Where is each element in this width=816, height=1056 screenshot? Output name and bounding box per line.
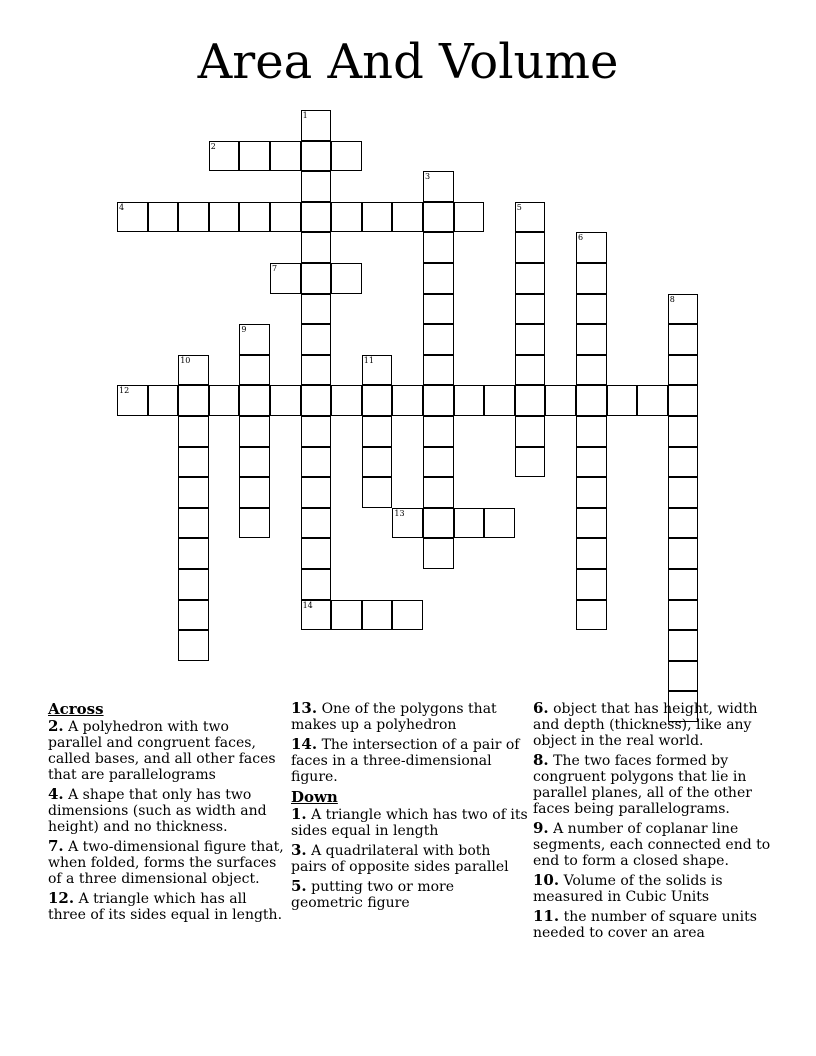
grid-cell[interactable]	[668, 385, 699, 416]
grid-cell[interactable]	[117, 202, 148, 233]
clue-number: 9.	[533, 819, 549, 837]
grid-cell[interactable]	[178, 630, 209, 661]
grid-cell[interactable]	[423, 508, 454, 539]
grid-cell[interactable]	[362, 447, 393, 478]
down-heading: Down	[291, 788, 338, 806]
clue-number-label: 14	[302, 600, 313, 610]
grid-cell[interactable]	[423, 447, 454, 478]
clue-number-label: 6	[578, 233, 584, 243]
grid-cell[interactable]	[668, 600, 699, 631]
grid-cell[interactable]	[515, 263, 546, 294]
grid-cell[interactable]	[209, 385, 240, 416]
grid-cell[interactable]	[362, 416, 393, 447]
clue-number: 8.	[533, 751, 549, 769]
grid-cell[interactable]	[362, 385, 393, 416]
clue-number-label: 5	[516, 202, 522, 212]
grid-cell[interactable]	[515, 324, 546, 355]
clue-number: 4.	[48, 785, 64, 803]
grid-cell[interactable]	[668, 477, 699, 508]
grid-cell[interactable]	[392, 385, 423, 416]
clue-number: 1.	[291, 805, 307, 823]
grid-cell[interactable]	[576, 324, 607, 355]
grid-cell[interactable]	[576, 263, 607, 294]
grid-cell[interactable]	[423, 324, 454, 355]
clue-text: A triangle which has two of its sides equal in length	[291, 807, 528, 839]
grid-cell[interactable]	[515, 232, 546, 263]
clue-number-label: 11	[363, 355, 374, 365]
clue-number: 7.	[48, 837, 64, 855]
grid-cell[interactable]	[515, 385, 546, 416]
clue-text: A triangle which has all three of its sides equal in length.	[48, 891, 283, 923]
grid-cell[interactable]	[576, 416, 607, 447]
down-clue-10	[533, 872, 771, 905]
clue-number: 2.	[48, 717, 64, 735]
grid-cell[interactable]	[239, 324, 270, 355]
clue-column-3	[533, 700, 771, 944]
grid-cell[interactable]	[668, 661, 699, 692]
clue-list	[48, 700, 778, 950]
clue-number-label: 4	[119, 202, 125, 212]
across-clue-13	[291, 700, 529, 733]
grid-cell[interactable]	[576, 232, 607, 263]
grid-cell[interactable]	[148, 202, 179, 233]
clue-number: 11.	[533, 907, 560, 925]
grid-cell[interactable]	[392, 202, 423, 233]
grid-cell[interactable]	[423, 385, 454, 416]
grid-cell[interactable]	[301, 416, 332, 447]
grid-cell[interactable]	[515, 416, 546, 447]
grid-cell[interactable]	[576, 508, 607, 539]
grid-cell[interactable]	[178, 538, 209, 569]
grid-cell[interactable]	[301, 294, 332, 325]
grid-cell[interactable]	[423, 263, 454, 294]
grid-cell[interactable]	[668, 447, 699, 478]
grid-cell[interactable]	[178, 202, 209, 233]
grid-cell[interactable]	[239, 447, 270, 478]
grid-cell[interactable]	[239, 202, 270, 233]
grid-cell[interactable]	[607, 385, 638, 416]
clue-text: the number of square units needed to cover an area	[533, 909, 757, 941]
grid-cell[interactable]	[362, 600, 393, 631]
across-clue-12	[48, 890, 286, 923]
clue-number-label: 2	[210, 141, 216, 151]
down-clue-5	[291, 878, 529, 911]
grid-cell[interactable]	[209, 202, 240, 233]
grid-cell[interactable]	[301, 141, 332, 172]
grid-cell[interactable]	[484, 385, 515, 416]
grid-cell[interactable]	[668, 324, 699, 355]
across-clue-4	[48, 786, 286, 835]
grid-cell[interactable]	[576, 447, 607, 478]
down-clue-8	[533, 752, 771, 817]
grid-cell[interactable]	[331, 600, 362, 631]
grid-cell[interactable]	[301, 202, 332, 233]
grid-cell[interactable]	[423, 171, 454, 202]
grid-cell[interactable]	[178, 600, 209, 631]
down-clue-9	[533, 820, 771, 869]
grid-cell[interactable]	[178, 385, 209, 416]
grid-cell[interactable]	[423, 232, 454, 263]
grid-cell[interactable]	[668, 538, 699, 569]
grid-cell[interactable]	[239, 355, 270, 386]
grid-cell[interactable]	[301, 569, 332, 600]
grid-cell[interactable]	[668, 416, 699, 447]
grid-cell[interactable]	[668, 630, 699, 661]
grid-cell[interactable]	[576, 385, 607, 416]
grid-cell[interactable]	[423, 416, 454, 447]
clue-number-label: 1	[302, 111, 308, 120]
grid-cell[interactable]	[301, 263, 332, 294]
clue-text: The two faces formed by congruent polygons that lie in parallel planes, all of the other faces being parallelograms.	[533, 753, 752, 817]
grid-cell[interactable]	[515, 294, 546, 325]
grid-cell[interactable]	[331, 385, 362, 416]
clue-text: Volume of the solids is measured in Cubic Units	[533, 873, 723, 905]
clue-text: One of the polygons that makes up a polyhedron	[291, 701, 497, 733]
clue-text: A number of coplanar line segments, each connected end to end to form a closed shape.	[533, 821, 771, 869]
grid-cell[interactable]	[576, 294, 607, 325]
grid-cell[interactable]	[515, 355, 546, 386]
grid-cell[interactable]	[576, 538, 607, 569]
grid-cell[interactable]	[331, 141, 362, 172]
grid-cell[interactable]	[270, 263, 301, 294]
grid-cell[interactable]	[668, 294, 699, 325]
grid-cell[interactable]	[270, 141, 301, 172]
grid-cell[interactable]	[178, 416, 209, 447]
grid-cell[interactable]	[392, 600, 423, 631]
grid-cell[interactable]	[637, 385, 668, 416]
puzzle-title: Area And Volume	[197, 34, 619, 90]
grid-cell[interactable]	[178, 477, 209, 508]
grid-cell[interactable]	[331, 202, 362, 233]
grid-cell[interactable]	[178, 569, 209, 600]
clue-number: 14.	[291, 735, 318, 753]
clue-text: A shape that only has two dimensions (such as width and height) and no thickness.	[48, 787, 267, 835]
grid-cell[interactable]	[362, 202, 393, 233]
clue-number-label: 12	[119, 386, 130, 396]
grid-cell[interactable]	[178, 355, 209, 386]
grid-cell[interactable]	[239, 141, 270, 172]
clue-number: 5.	[291, 877, 307, 895]
grid-cell[interactable]	[668, 508, 699, 539]
grid-cell[interactable]	[270, 385, 301, 416]
clue-text: A polyhedron with two parallel and congruent faces, called bases, and all other faces that are parallelograms	[48, 719, 276, 783]
across-clue-2	[48, 718, 286, 783]
clue-number: 3.	[291, 841, 307, 859]
down-clue-11	[533, 908, 771, 941]
grid-cell[interactable]	[239, 477, 270, 508]
grid-cell[interactable]	[117, 385, 148, 416]
clue-number-label: 10	[180, 355, 191, 365]
grid-cell[interactable]	[239, 508, 270, 539]
clue-number: 10.	[533, 871, 560, 889]
grid-cell[interactable]	[515, 447, 546, 478]
down-clue-1	[291, 806, 529, 839]
grid-cell[interactable]	[576, 600, 607, 631]
clue-number: 6.	[533, 699, 549, 717]
grid-cell[interactable]	[454, 385, 485, 416]
clue-number: 13.	[291, 699, 318, 717]
clue-text: A two-dimensional figure that, when folded, forms the surfaces of a three dimensional object.	[48, 839, 284, 887]
grid-cell[interactable]	[576, 477, 607, 508]
clue-number-label: 7	[272, 264, 278, 273]
grid-cell[interactable]	[301, 385, 332, 416]
down-clue-3	[291, 842, 529, 875]
grid-cell[interactable]	[454, 508, 485, 539]
grid-cell[interactable]	[576, 355, 607, 386]
grid-cell[interactable]	[668, 355, 699, 386]
clue-column-2	[291, 700, 529, 914]
grid-cell[interactable]	[148, 385, 179, 416]
clue-text: putting two or more geometric figure	[291, 879, 455, 911]
clue-column-1	[48, 700, 286, 926]
grid-cell[interactable]	[668, 569, 699, 600]
grid-cell[interactable]	[423, 538, 454, 569]
clue-text: A quadrilateral with both pairs of opposite sides parallel	[291, 843, 509, 875]
grid-cell[interactable]	[301, 508, 332, 539]
clue-number: 12.	[48, 889, 75, 907]
grid-cell[interactable]	[239, 385, 270, 416]
grid-cell[interactable]	[301, 171, 332, 202]
grid-cell[interactable]	[423, 294, 454, 325]
grid-cell[interactable]	[301, 538, 332, 569]
grid-cell[interactable]	[423, 477, 454, 508]
clue-text: The intersection of a pair of faces in a three-dimensional figure.	[291, 737, 520, 785]
clue-number-label: 13	[394, 508, 405, 518]
grid-cell[interactable]	[331, 263, 362, 294]
clue-text: object that has height, width and depth (thickness), like any object in the real world.	[533, 701, 758, 749]
grid-cell[interactable]	[301, 600, 332, 631]
grid-cell[interactable]	[239, 416, 270, 447]
grid-cell[interactable]	[301, 477, 332, 508]
down-clue-6	[533, 700, 771, 749]
grid-cell[interactable]	[454, 202, 485, 233]
grid-cell[interactable]	[301, 355, 332, 386]
grid-cell[interactable]	[178, 447, 209, 478]
grid-cell[interactable]	[545, 385, 576, 416]
grid-cell[interactable]	[301, 110, 332, 141]
grid-cell[interactable]	[270, 202, 301, 233]
grid-cell[interactable]	[484, 508, 515, 539]
grid-cell[interactable]	[392, 508, 423, 539]
clue-number-label: 3	[425, 172, 431, 182]
clue-number-label: 9	[241, 325, 247, 335]
grid-cell[interactable]	[301, 447, 332, 478]
across-clue-7	[48, 838, 286, 887]
grid-cell[interactable]	[576, 569, 607, 600]
grid-cell[interactable]	[423, 202, 454, 233]
across-clue-14	[291, 736, 529, 785]
grid-cell[interactable]	[423, 355, 454, 386]
across-heading: Across	[48, 700, 104, 718]
grid-cell[interactable]	[301, 232, 332, 263]
grid-cell[interactable]	[178, 508, 209, 539]
grid-cell[interactable]	[362, 355, 393, 386]
grid-cell[interactable]	[209, 141, 240, 172]
clue-number-label: 8	[669, 294, 675, 304]
grid-cell[interactable]	[515, 202, 546, 233]
grid-cell[interactable]	[301, 324, 332, 355]
grid-cell[interactable]	[362, 477, 393, 508]
